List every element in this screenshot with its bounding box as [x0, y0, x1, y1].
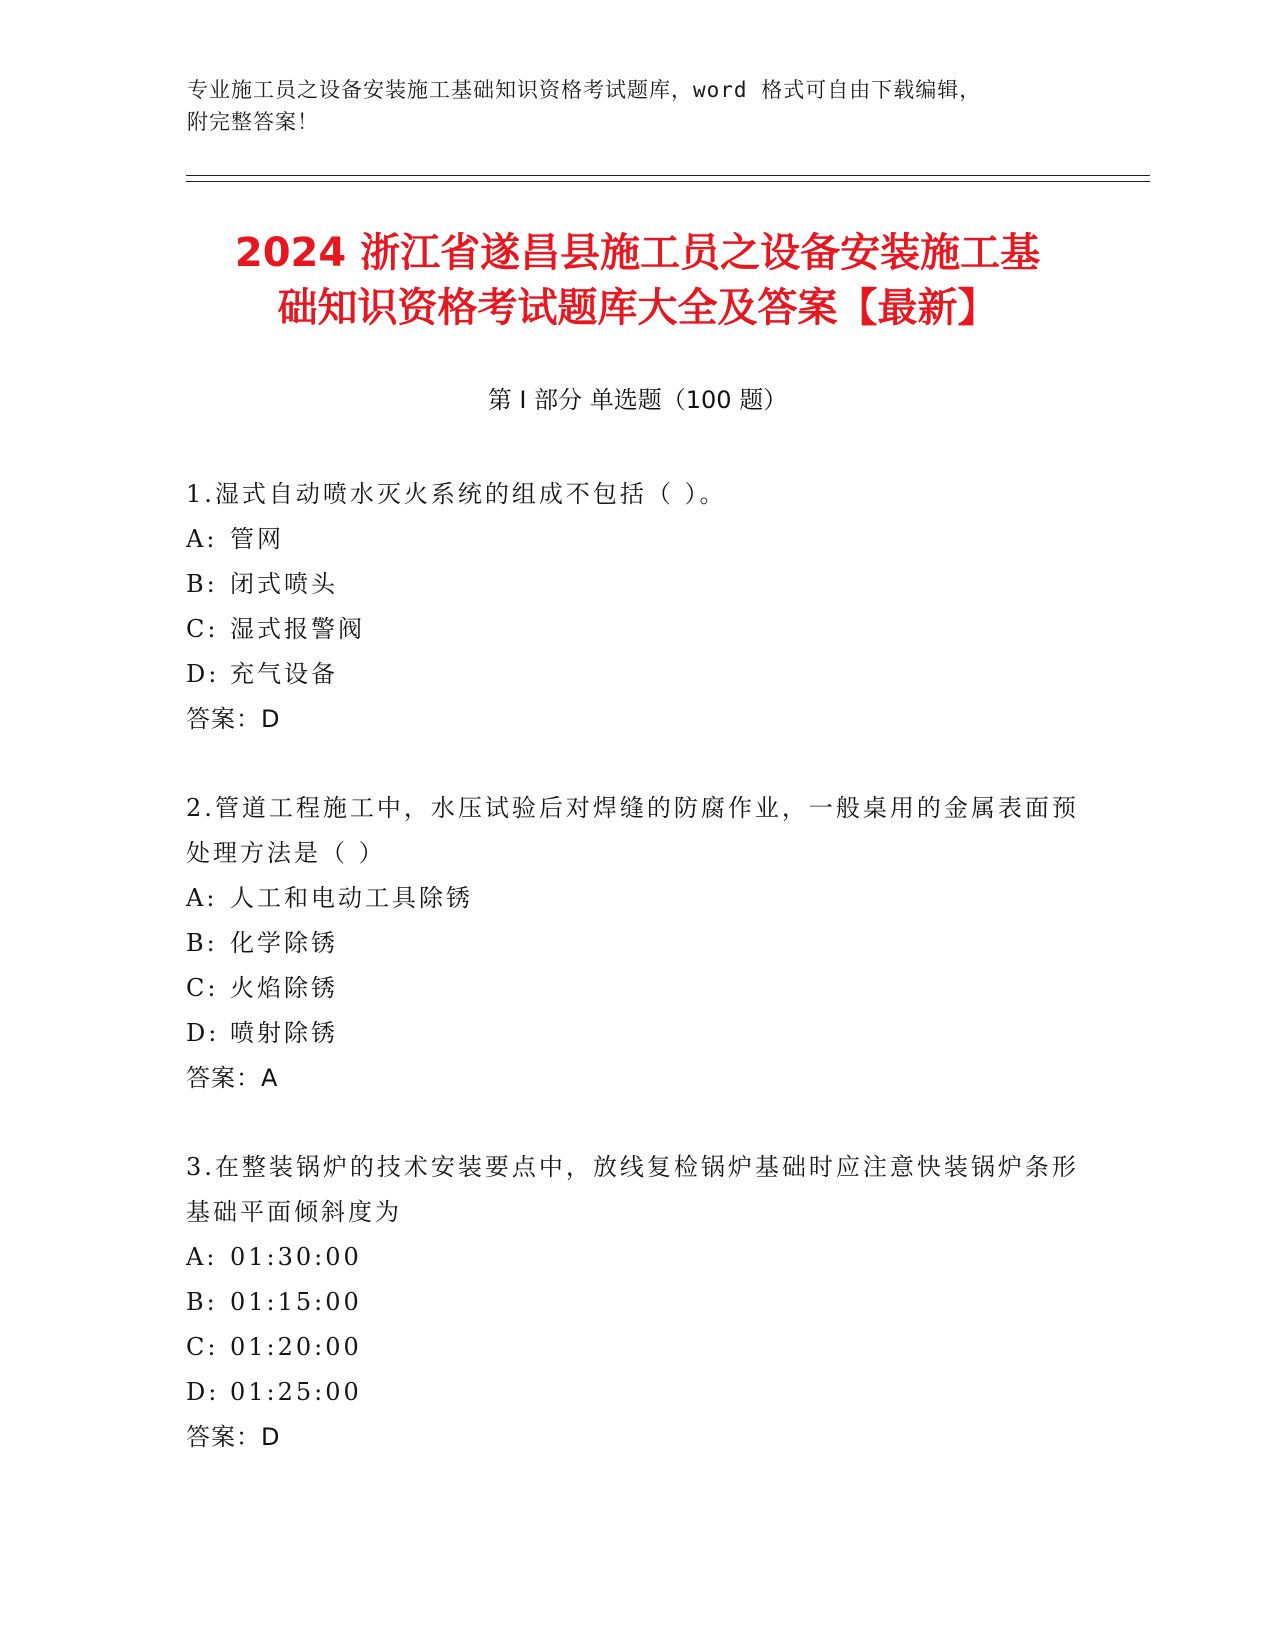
option-letter: A: [186, 1243, 218, 1271]
option-c [186, 607, 1086, 652]
answer-line: 答案：A [186, 1064, 279, 1092]
option-text: 01:25:00 [230, 1378, 362, 1406]
option-letter: D: [186, 660, 220, 688]
question-stem: 3.在整装锅炉的技术安装要点中，放线复检锅炉基础时应注意快装锅炉条形基础平面倾斜度为 [186, 1153, 1079, 1226]
option-a [186, 876, 1086, 921]
option-b [186, 921, 1086, 966]
option-letter: C: [186, 974, 219, 1002]
option-letter: C: [186, 1333, 219, 1361]
answer-line: 答案：D [186, 705, 281, 733]
option-letter: B: [186, 929, 218, 957]
option-letter: C: [186, 615, 219, 643]
option-letter: A: [186, 525, 218, 553]
option-letter: B: [186, 570, 218, 598]
document-title-line-2: 础知识资格考试题库大全及答案【最新】 [277, 285, 998, 331]
answer-line: 答案：D [186, 1423, 281, 1451]
option-c [186, 966, 1086, 1011]
option-text: 喷射除锈 [230, 1019, 338, 1047]
option-text: 闭式喷头 [230, 570, 338, 598]
option-letter: D: [186, 1019, 220, 1047]
header-note-line-2: 附完整答案！ [187, 110, 319, 134]
header-divider-bottom [186, 181, 1150, 182]
option-a [186, 1235, 1086, 1280]
option-text: 管网 [230, 525, 284, 553]
option-text: 火焰除锈 [230, 974, 338, 1002]
option-text: 化学除锈 [230, 929, 338, 957]
document-title [150, 226, 1125, 336]
option-text: 充气设备 [230, 660, 338, 688]
question-stem: 1.湿式自动喷水灭火系统的组成不包括（ ）。 [186, 480, 727, 508]
option-d [186, 1370, 1086, 1415]
option-d [186, 1011, 1086, 1056]
option-d [186, 652, 1086, 697]
header-note [187, 74, 1077, 138]
question-2 [186, 786, 1086, 1101]
option-b [186, 562, 1086, 607]
option-text: 人工和电动工具除锈 [230, 884, 473, 912]
option-text: 01:20:00 [230, 1333, 362, 1361]
question-3 [186, 1145, 1086, 1460]
option-letter: B: [186, 1288, 218, 1316]
option-text: 湿式报警阀 [230, 615, 365, 643]
option-letter: D: [186, 1378, 220, 1406]
document-title-line-1: 2024 浙江省遂昌县施工员之设备安装施工基 [234, 230, 1041, 276]
option-text: 01:30:00 [230, 1243, 362, 1271]
header-divider-top [186, 175, 1150, 176]
question-stem: 2.管道工程施工中，水压试验后对焊缝的防腐作业，一般桌用的金属表面预处理方法是（ ） [186, 794, 1079, 867]
question-1 [186, 472, 1086, 742]
option-text: 01:15:00 [230, 1288, 362, 1316]
question-list [186, 472, 1086, 1504]
option-b [186, 1280, 1086, 1325]
section-title: 第 I 部分 单选题（100 题） [487, 386, 788, 414]
option-a [186, 517, 1086, 562]
option-letter: A: [186, 884, 218, 912]
option-c [186, 1325, 1086, 1370]
header-note-line-1: 专业施工员之设备安装施工基础知识资格考试题库，word 格式可自由下载编辑， [187, 78, 982, 102]
